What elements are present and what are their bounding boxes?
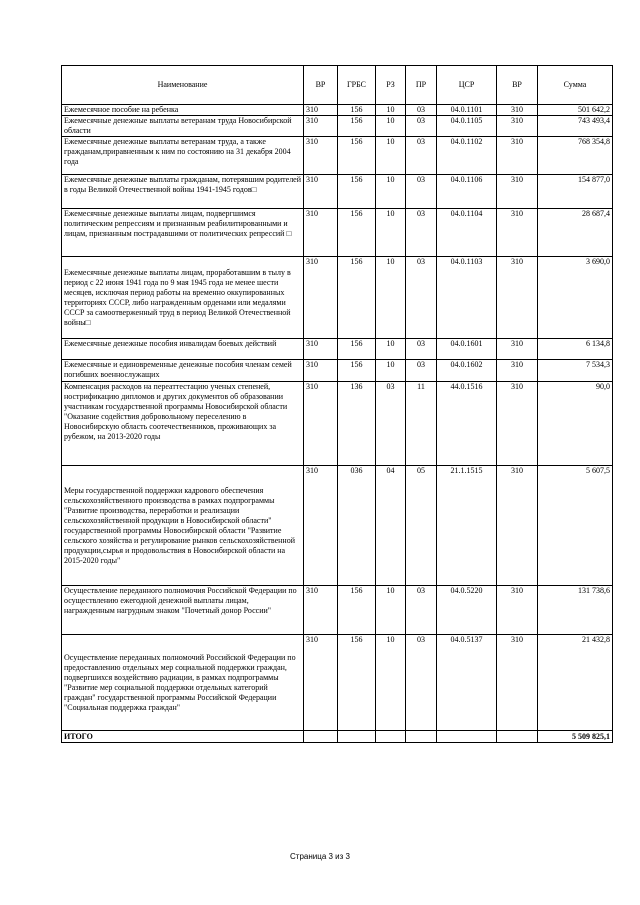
row-rz: 10 — [376, 635, 406, 731]
row-pr: 03 — [406, 175, 437, 209]
header-vr-2: ВР — [497, 66, 538, 105]
row-pr: 03 — [406, 339, 437, 360]
table-row — [62, 339, 613, 360]
row-vr: 310 — [304, 137, 338, 175]
total-empty-cell — [304, 731, 338, 743]
header-rz: РЗ — [376, 66, 406, 105]
row-sum: 131 738,6 — [538, 586, 613, 635]
row-rz: 10 — [376, 137, 406, 175]
table-row — [62, 586, 613, 635]
row-sum: 743 493,4 — [538, 116, 613, 137]
row-grbs: 156 — [338, 339, 376, 360]
row-sum: 21 432,8 — [538, 635, 613, 731]
row-name: Осуществление переданных полномочий Российской Федерации по предоставлению отдельных мер социальной поддержки граждан, подвергшихся воздействию радиации, в рамках подпрограммы "Развитие мер социальной поддержки отдельных категорий граждан" государственной программы Российской Федерации "Социальная поддержка граждан" — [62, 635, 304, 731]
row-grbs: 156 — [338, 209, 376, 257]
row-grbs: 036 — [338, 466, 376, 586]
row-vr-2: 310 — [497, 137, 538, 175]
row-vr-2: 310 — [497, 175, 538, 209]
row-rz: 10 — [376, 209, 406, 257]
row-rz: 10 — [376, 105, 406, 116]
row-vr-2: 310 — [497, 116, 538, 137]
row-sum: 90,0 — [538, 382, 613, 466]
row-vr: 310 — [304, 257, 338, 339]
row-grbs: 156 — [338, 360, 376, 382]
row-grbs: 156 — [338, 116, 376, 137]
row-sum: 28 687,4 — [538, 209, 613, 257]
row-name: Ежемесячные денежные пособия инвалидам боевых действий — [62, 339, 304, 360]
row-vr-2: 310 — [497, 382, 538, 466]
row-sum: 3 690,0 — [538, 257, 613, 339]
total-empty-cell — [497, 731, 538, 743]
row-name: Ежемесячные денежные выплаты ветеранам труда, а также гражданам,приравненным к ним по состоянию на 31 декабря 2004 года — [62, 137, 304, 175]
row-vr-2: 310 — [497, 257, 538, 339]
row-grbs: 156 — [338, 137, 376, 175]
row-name: Ежемесячные денежные выплаты лицам, подвергшимся политическим репрессиям и признанным реабилитированными и лицам, признанным пострадавшими от политических репрессий □ — [62, 209, 304, 257]
header-pr: ПР — [406, 66, 437, 105]
row-grbs: 156 — [338, 635, 376, 731]
row-pr: 03 — [406, 257, 437, 339]
row-rz: 10 — [376, 360, 406, 382]
row-csr: 04.0.5137 — [437, 635, 497, 731]
row-rz: 03 — [376, 382, 406, 466]
total-empty-cell — [338, 731, 376, 743]
row-rz: 10 — [376, 257, 406, 339]
row-csr: 04.0.5220 — [437, 586, 497, 635]
row-pr: 11 — [406, 382, 437, 466]
row-name: Ежемесячное пособие на ребенка — [62, 105, 304, 116]
row-vr: 310 — [304, 116, 338, 137]
row-pr: 03 — [406, 586, 437, 635]
row-csr: 04.0.1106 — [437, 175, 497, 209]
table-row — [62, 382, 613, 466]
page-footer: Страница 3 из 3 — [290, 852, 350, 861]
row-name: Ежемесячные денежные выплаты ветеранам труда Новосибирской области — [62, 116, 304, 137]
row-vr-2: 310 — [497, 635, 538, 731]
row-name: Ежемесячные денежные выплаты лицам, проработавшим в тылу в период с 22 июня 1941 года по 9 мая 1945 года не менее шести месяцев, исключая период работы на временно оккупированных территориях СССР, либо награжденным орденами или медалями СССР за самоотверженный труд в период Великой Отечественной войны□ — [62, 257, 304, 339]
row-vr: 310 — [304, 339, 338, 360]
row-csr: 04.0.1101 — [437, 105, 497, 116]
table-row — [62, 116, 613, 137]
row-vr-2: 310 — [497, 466, 538, 586]
table-row — [62, 175, 613, 209]
row-pr: 03 — [406, 137, 437, 175]
row-sum: 5 607,5 — [538, 466, 613, 586]
row-csr: 04.0.1103 — [437, 257, 497, 339]
row-csr: 04.0.1601 — [437, 339, 497, 360]
table-header-row — [62, 66, 613, 105]
total-empty-cell — [437, 731, 497, 743]
header-grbs: ГРБС — [338, 66, 376, 105]
header-vr: ВР — [304, 66, 338, 105]
row-vr-2: 310 — [497, 105, 538, 116]
table-row — [62, 257, 613, 339]
row-sum: 7 534,3 — [538, 360, 613, 382]
row-rz: 10 — [376, 586, 406, 635]
row-vr: 310 — [304, 586, 338, 635]
row-vr: 310 — [304, 466, 338, 586]
row-vr: 310 — [304, 105, 338, 116]
row-sum: 154 877,0 — [538, 175, 613, 209]
row-csr: 21.1.1515 — [437, 466, 497, 586]
header-sum: Сумма — [538, 66, 613, 105]
row-vr: 310 — [304, 360, 338, 382]
row-vr-2: 310 — [497, 209, 538, 257]
row-name: Осуществление переданного полномочия Российской Федерации по осуществлению ежегодной денежной выплаты лицам, награжденным нагрудным знаком "Почетный донор России" — [62, 586, 304, 635]
row-csr: 44.0.1516 — [437, 382, 497, 466]
total-row — [62, 731, 613, 743]
row-grbs: 156 — [338, 105, 376, 116]
row-sum: 6 134,8 — [538, 339, 613, 360]
row-name: Ежемесячные и единовременные денежные пособия членам семей погибших военнослужащих — [62, 360, 304, 382]
total-empty-cell — [376, 731, 406, 743]
row-rz: 10 — [376, 116, 406, 137]
row-csr: 04.0.1102 — [437, 137, 497, 175]
row-csr: 04.0.1104 — [437, 209, 497, 257]
row-grbs: 156 — [338, 175, 376, 209]
row-name: Меры государственной поддержки кадрового обеспечения сельскохозяйственного производства в рамках подпрограммы "Развитие производства, переработки и реализации сельскохозяйственной продукции в Новосибирской области" государственной программы Новосибирской области "Развитие сельского хозяйства и регулирование рынков сельскохозяйственной продукции,сырья и продовольствия в Новосибирской области на 2015-2020 годы" — [62, 466, 304, 586]
table-row — [62, 209, 613, 257]
row-grbs: 136 — [338, 382, 376, 466]
row-pr: 03 — [406, 209, 437, 257]
header-name: Наименование — [62, 66, 304, 105]
row-rz: 10 — [376, 339, 406, 360]
row-pr: 03 — [406, 360, 437, 382]
row-pr: 03 — [406, 105, 437, 116]
row-rz: 10 — [376, 175, 406, 209]
row-pr: 03 — [406, 116, 437, 137]
total-empty-cell — [406, 731, 437, 743]
row-vr: 310 — [304, 175, 338, 209]
row-vr-2: 310 — [497, 339, 538, 360]
row-name: Ежемесячные денежные выплаты гражданам, потерявшим родителей в годы Великой Отечественной войны 1941-1945 годов□ — [62, 175, 304, 209]
total-sum: 5 509 825,1 — [538, 731, 613, 743]
row-rz: 04 — [376, 466, 406, 586]
row-csr: 04.0.1105 — [437, 116, 497, 137]
table-row — [62, 137, 613, 175]
table-row — [62, 466, 613, 586]
row-vr: 310 — [304, 382, 338, 466]
row-vr-2: 310 — [497, 360, 538, 382]
total-label: ИТОГО — [62, 731, 304, 743]
row-sum: 501 642,2 — [538, 105, 613, 116]
row-pr: 05 — [406, 466, 437, 586]
row-vr: 310 — [304, 635, 338, 731]
row-name: Компенсация расходов на переаттестацию ученых степеней, нострификацию дипломов и других документов об образовании участникам государственной программы Новосибирской области "Оказание содействия добровольному переселению в Новосибирскую область соотечественников, проживающих за рубежом, на 2013-2020 годы — [62, 382, 304, 466]
row-csr: 04.0.1602 — [437, 360, 497, 382]
row-pr: 03 — [406, 635, 437, 731]
table-row — [62, 360, 613, 382]
budget-table — [61, 65, 613, 743]
row-sum: 768 354,8 — [538, 137, 613, 175]
table-row — [62, 635, 613, 731]
row-vr: 310 — [304, 209, 338, 257]
row-grbs: 156 — [338, 586, 376, 635]
row-vr-2: 310 — [497, 586, 538, 635]
header-csr: ЦСР — [437, 66, 497, 105]
row-grbs: 156 — [338, 257, 376, 339]
table-row — [62, 105, 613, 116]
